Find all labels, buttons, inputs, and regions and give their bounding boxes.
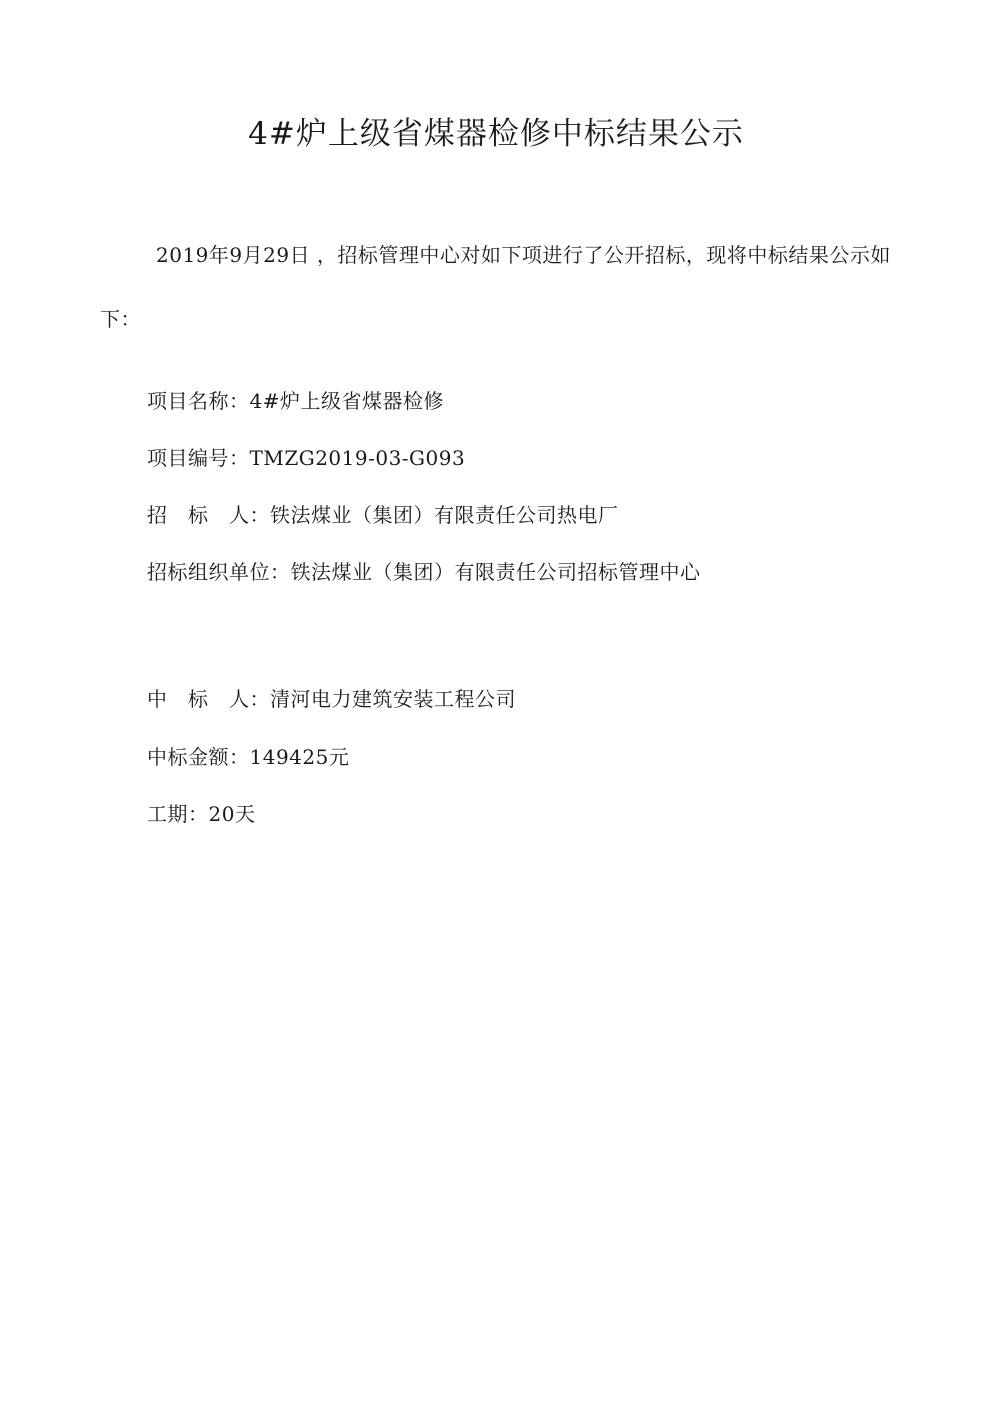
- field-label: 工期：: [147, 802, 209, 826]
- field-label: 招标组织单位：: [147, 560, 291, 584]
- field-value: 清河电力建筑安装工程公司: [270, 687, 516, 711]
- field-label: 招 标 人：: [147, 503, 270, 527]
- intro-paragraph: 2019年9月29日 ，招标管理中心对如下项进行了公开招标，现将中标结果公示如下：: [100, 243, 891, 331]
- field-value: 20天: [208, 802, 256, 826]
- field-winning-bidder: [147, 683, 516, 715]
- field-value: 铁法煤业（集团）有限责任公司热电厂: [270, 503, 619, 527]
- field-value: 149425元: [249, 745, 350, 769]
- field-project-name: [147, 385, 444, 417]
- field-value: 铁法煤业（集团）有限责任公司招标管理中心: [290, 560, 701, 584]
- field-value: 4#炉上级省煤器检修: [249, 389, 444, 413]
- field-label: 项目编号：: [147, 446, 250, 470]
- field-organizer: [147, 556, 701, 588]
- field-label: 中标金额：: [147, 745, 250, 769]
- field-project-number: [147, 442, 465, 474]
- field-value: TMZG2019-03-G093: [249, 446, 466, 470]
- field-duration: [147, 798, 255, 830]
- field-tenderer: [147, 499, 619, 531]
- field-label: 项目名称：: [147, 389, 250, 413]
- document-title: 4#炉上级省煤器检修中标结果公示: [248, 116, 744, 152]
- field-label: 中 标 人：: [147, 687, 270, 711]
- field-bid-amount: [147, 741, 349, 773]
